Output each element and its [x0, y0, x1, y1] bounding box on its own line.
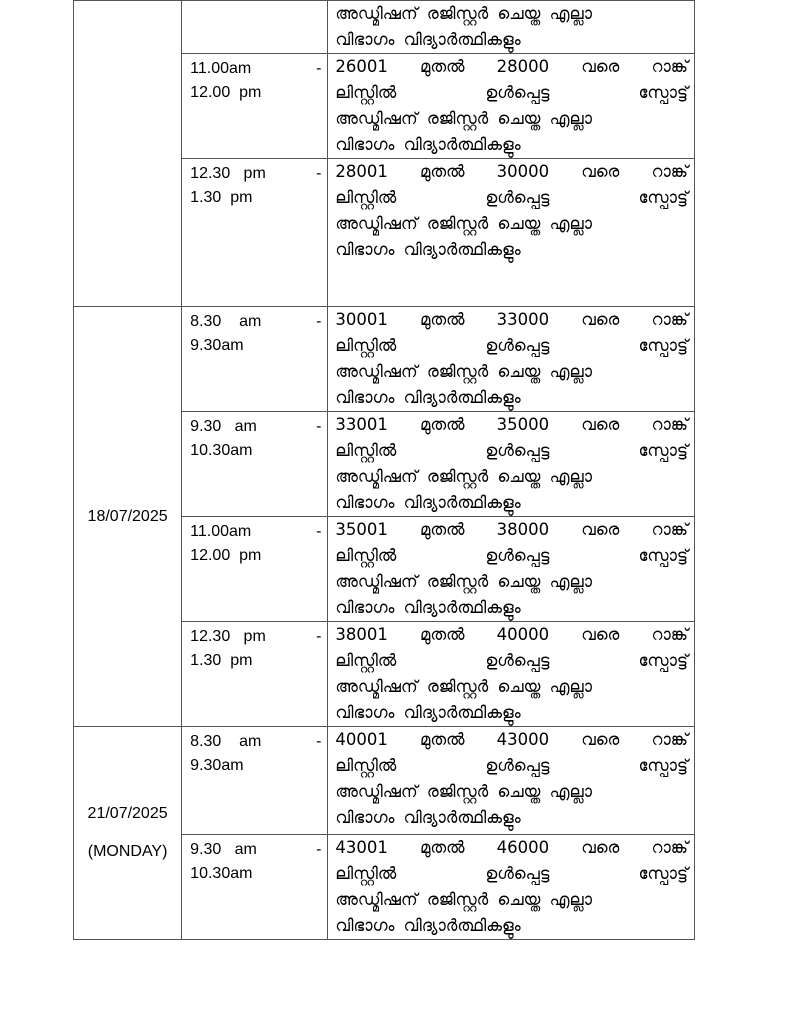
- table-row: [74, 1, 695, 54]
- description-line: വിഭാഗം വിദ്യാർത്ഥികളും: [335, 388, 521, 407]
- table-row: [74, 307, 695, 412]
- rank-from: 33001: [335, 415, 388, 434]
- word-rank: റാങ്ക്: [651, 520, 688, 539]
- word-rank: റാങ്ക്: [651, 625, 688, 644]
- word-rank: റാങ്ക്: [651, 162, 688, 181]
- description-line: വിഭാഗം വിദ്യാർത്ഥികളും: [335, 808, 521, 827]
- time-cell: [182, 835, 328, 940]
- time-end: 9.30am: [190, 337, 244, 354]
- word-spot: സ്പോട്ട്: [638, 756, 688, 775]
- time-start: 9.30 am: [190, 418, 257, 435]
- time-end: 10.30am: [190, 442, 253, 459]
- time-separator: -: [316, 733, 322, 750]
- word-rank: റാങ്ക്: [651, 310, 688, 329]
- time-start: 9.30 am: [190, 841, 257, 858]
- rank-to: 40000: [496, 625, 550, 644]
- time-end: 1.30 pm: [190, 189, 253, 206]
- word-ulppetta: ഉൾപ്പെട്ട: [485, 336, 550, 355]
- word-ulppetta: ഉൾപ്പെട്ട: [485, 546, 550, 565]
- description-line: അഡ്മിഷന് രജിസ്റ്റർ ചെയ്ത എല്ലാ: [335, 572, 592, 591]
- description-line: വിഭാഗം വിദ്യാർത്ഥികളും: [335, 135, 521, 154]
- time-end: 10.30am: [190, 865, 253, 882]
- description-line: അഡ്മിഷന് രജിസ്റ്റർ ചെയ്ത എല്ലാ: [335, 214, 592, 233]
- word-spot: സ്പോട്ട്: [638, 336, 688, 355]
- word-ulppetta: ഉൾപ്പെട്ട: [485, 651, 550, 670]
- time-separator: -: [316, 60, 322, 77]
- word-ulppetta: ഉൾപ്പെട്ട: [485, 188, 550, 207]
- time-end: 9.30am: [190, 757, 244, 774]
- word-vare: വരെ: [581, 162, 620, 181]
- description-cell: [328, 622, 695, 727]
- word-listil: ലിസ്റ്റിൽ: [335, 441, 397, 460]
- word-listil: ലിസ്റ്റിൽ: [335, 756, 397, 775]
- time-start: 11.00am: [190, 523, 252, 540]
- word-listil: ലിസ്റ്റിൽ: [335, 546, 397, 565]
- word-ulppetta: ഉൾപ്പെട്ട: [485, 441, 550, 460]
- time-cell: [182, 1, 328, 54]
- word-rank: റാങ്ക്: [651, 838, 688, 857]
- word-muthal: മുതൽ: [420, 625, 465, 644]
- description-line: വിഭാഗം വിദ്യാർത്ഥികളും: [335, 916, 521, 935]
- rank-to: 38000: [496, 520, 550, 539]
- description-cell: [328, 727, 695, 835]
- rank-to: 46000: [496, 838, 550, 857]
- word-ulppetta: ഉൾപ്പെട്ട: [485, 756, 550, 775]
- word-rank: റാങ്ക്: [651, 730, 688, 749]
- word-spot: സ്പോട്ട്: [638, 651, 688, 670]
- word-muthal: മുതൽ: [420, 838, 465, 857]
- rank-to: 35000: [496, 415, 550, 434]
- description-line: അഡ്മിഷന് രജിസ്റ്റർ ചെയ്ത എല്ലാ: [335, 467, 592, 486]
- description-cell: [328, 307, 695, 412]
- description-line: അഡ്മിഷന് രജിസ്റ്റർ ചെയ്ത എല്ലാ: [335, 890, 592, 909]
- word-spot: സ്പോട്ട്: [638, 864, 688, 883]
- time-cell: [182, 159, 328, 307]
- description-line: വിഭാഗം വിദ്യാർത്ഥികളും: [335, 30, 521, 49]
- time-separator: -: [316, 418, 322, 435]
- word-muthal: മുതൽ: [420, 310, 465, 329]
- description-line: അഡ്മിഷന് രജിസ്റ്റർ ചെയ്ത എല്ലാ: [335, 782, 592, 801]
- description-line: വിഭാഗം വിദ്യാർത്ഥികളും: [335, 703, 521, 722]
- schedule-table: [73, 0, 695, 940]
- word-ulppetta: ഉൾപ്പെട്ട: [485, 864, 550, 883]
- time-start: 11.00am: [190, 60, 252, 77]
- time-cell: [182, 517, 328, 622]
- description-cell: [328, 412, 695, 517]
- description-line: അഡ്മിഷന് രജിസ്റ്റർ ചെയ്ത എല്ലാ: [335, 677, 592, 696]
- date-text: 21/07/2025: [87, 805, 168, 822]
- word-muthal: മുതൽ: [420, 57, 465, 76]
- word-vare: വരെ: [581, 520, 620, 539]
- rank-from: 30001: [335, 310, 388, 329]
- date-cell: [74, 1, 182, 307]
- word-listil: ലിസ്റ്റിൽ: [335, 651, 397, 670]
- description-line: വിഭാഗം വിദ്യാർത്ഥികളും: [335, 493, 521, 512]
- description-line: വിഭാഗം വിദ്യാർത്ഥികളും: [335, 598, 521, 617]
- word-muthal: മുതൽ: [420, 415, 465, 434]
- rank-from: 35001: [335, 520, 388, 539]
- word-rank: റാങ്ക്: [651, 57, 688, 76]
- time-cell: [182, 727, 328, 835]
- rank-from: 38001: [335, 625, 388, 644]
- time-cell: [182, 54, 328, 159]
- rank-to: 33000: [496, 310, 550, 329]
- word-listil: ലിസ്റ്റിൽ: [335, 188, 397, 207]
- word-vare: വരെ: [581, 625, 620, 644]
- time-start: 12.30 pm: [190, 628, 266, 645]
- rank-from: 40001: [335, 730, 388, 749]
- time-end: 12.00 pm: [190, 547, 262, 564]
- time-start: 12.30 pm: [190, 165, 266, 182]
- date-text: 18/07/2025: [87, 507, 168, 525]
- time-separator: -: [316, 841, 322, 858]
- word-muthal: മുതൽ: [420, 162, 465, 181]
- description-line: വിഭാഗം വിദ്യാർത്ഥികളും: [335, 240, 521, 259]
- word-ulppetta: ഉൾപ്പെട്ട: [485, 83, 550, 102]
- word-rank: റാങ്ക്: [651, 415, 688, 434]
- word-vare: വരെ: [581, 730, 620, 749]
- description-cell: [328, 1, 695, 54]
- word-spot: സ്പോട്ട്: [638, 83, 688, 102]
- description-line: അഡ്മിഷന് രജിസ്റ്റർ ചെയ്ത എല്ലാ: [335, 109, 592, 128]
- rank-from: 43001: [335, 838, 388, 857]
- date-cell: [74, 307, 182, 727]
- description-cell: [328, 517, 695, 622]
- time-cell: [182, 412, 328, 517]
- time-start: 8.30 am: [190, 733, 262, 750]
- time-separator: -: [316, 313, 322, 330]
- word-spot: സ്പോട്ട്: [638, 441, 688, 460]
- rank-to: 30000: [496, 162, 550, 181]
- table-row: [74, 727, 695, 835]
- day-text: (MONDAY): [87, 843, 168, 860]
- time-cell: [182, 622, 328, 727]
- word-spot: സ്പോട്ട്: [638, 188, 688, 207]
- word-vare: വരെ: [581, 310, 620, 329]
- rank-from: 28001: [335, 162, 388, 181]
- word-spot: സ്പോട്ട്: [638, 546, 688, 565]
- description-line: അഡ്മിഷന് രജിസ്റ്റർ ചെയ്ത എല്ലാ: [335, 362, 592, 381]
- time-end: 1.30 pm: [190, 652, 253, 669]
- time-separator: -: [316, 628, 322, 645]
- rank-to: 28000: [496, 57, 550, 76]
- word-vare: വരെ: [581, 415, 620, 434]
- date-cell: [74, 727, 182, 940]
- time-separator: -: [316, 523, 322, 540]
- word-listil: ലിസ്റ്റിൽ: [335, 336, 397, 355]
- description-line: അഡ്മിഷന് രജിസ്റ്റർ ചെയ്ത എല്ലാ: [335, 4, 592, 23]
- word-listil: ലിസ്റ്റിൽ: [335, 864, 397, 883]
- time-start: 8.30 am: [190, 313, 262, 330]
- word-listil: ലിസ്റ്റിൽ: [335, 83, 397, 102]
- description-cell: [328, 835, 695, 940]
- word-vare: വരെ: [581, 838, 620, 857]
- word-muthal: മുതൽ: [420, 730, 465, 749]
- description-cell: [328, 54, 695, 159]
- rank-from: 26001: [335, 57, 388, 76]
- word-muthal: മുതൽ: [420, 520, 465, 539]
- time-end: 12.00 pm: [190, 84, 262, 101]
- time-separator: -: [316, 165, 322, 182]
- time-cell: [182, 307, 328, 412]
- description-cell: [328, 159, 695, 307]
- rank-to: 43000: [496, 730, 550, 749]
- word-vare: വരെ: [581, 57, 620, 76]
